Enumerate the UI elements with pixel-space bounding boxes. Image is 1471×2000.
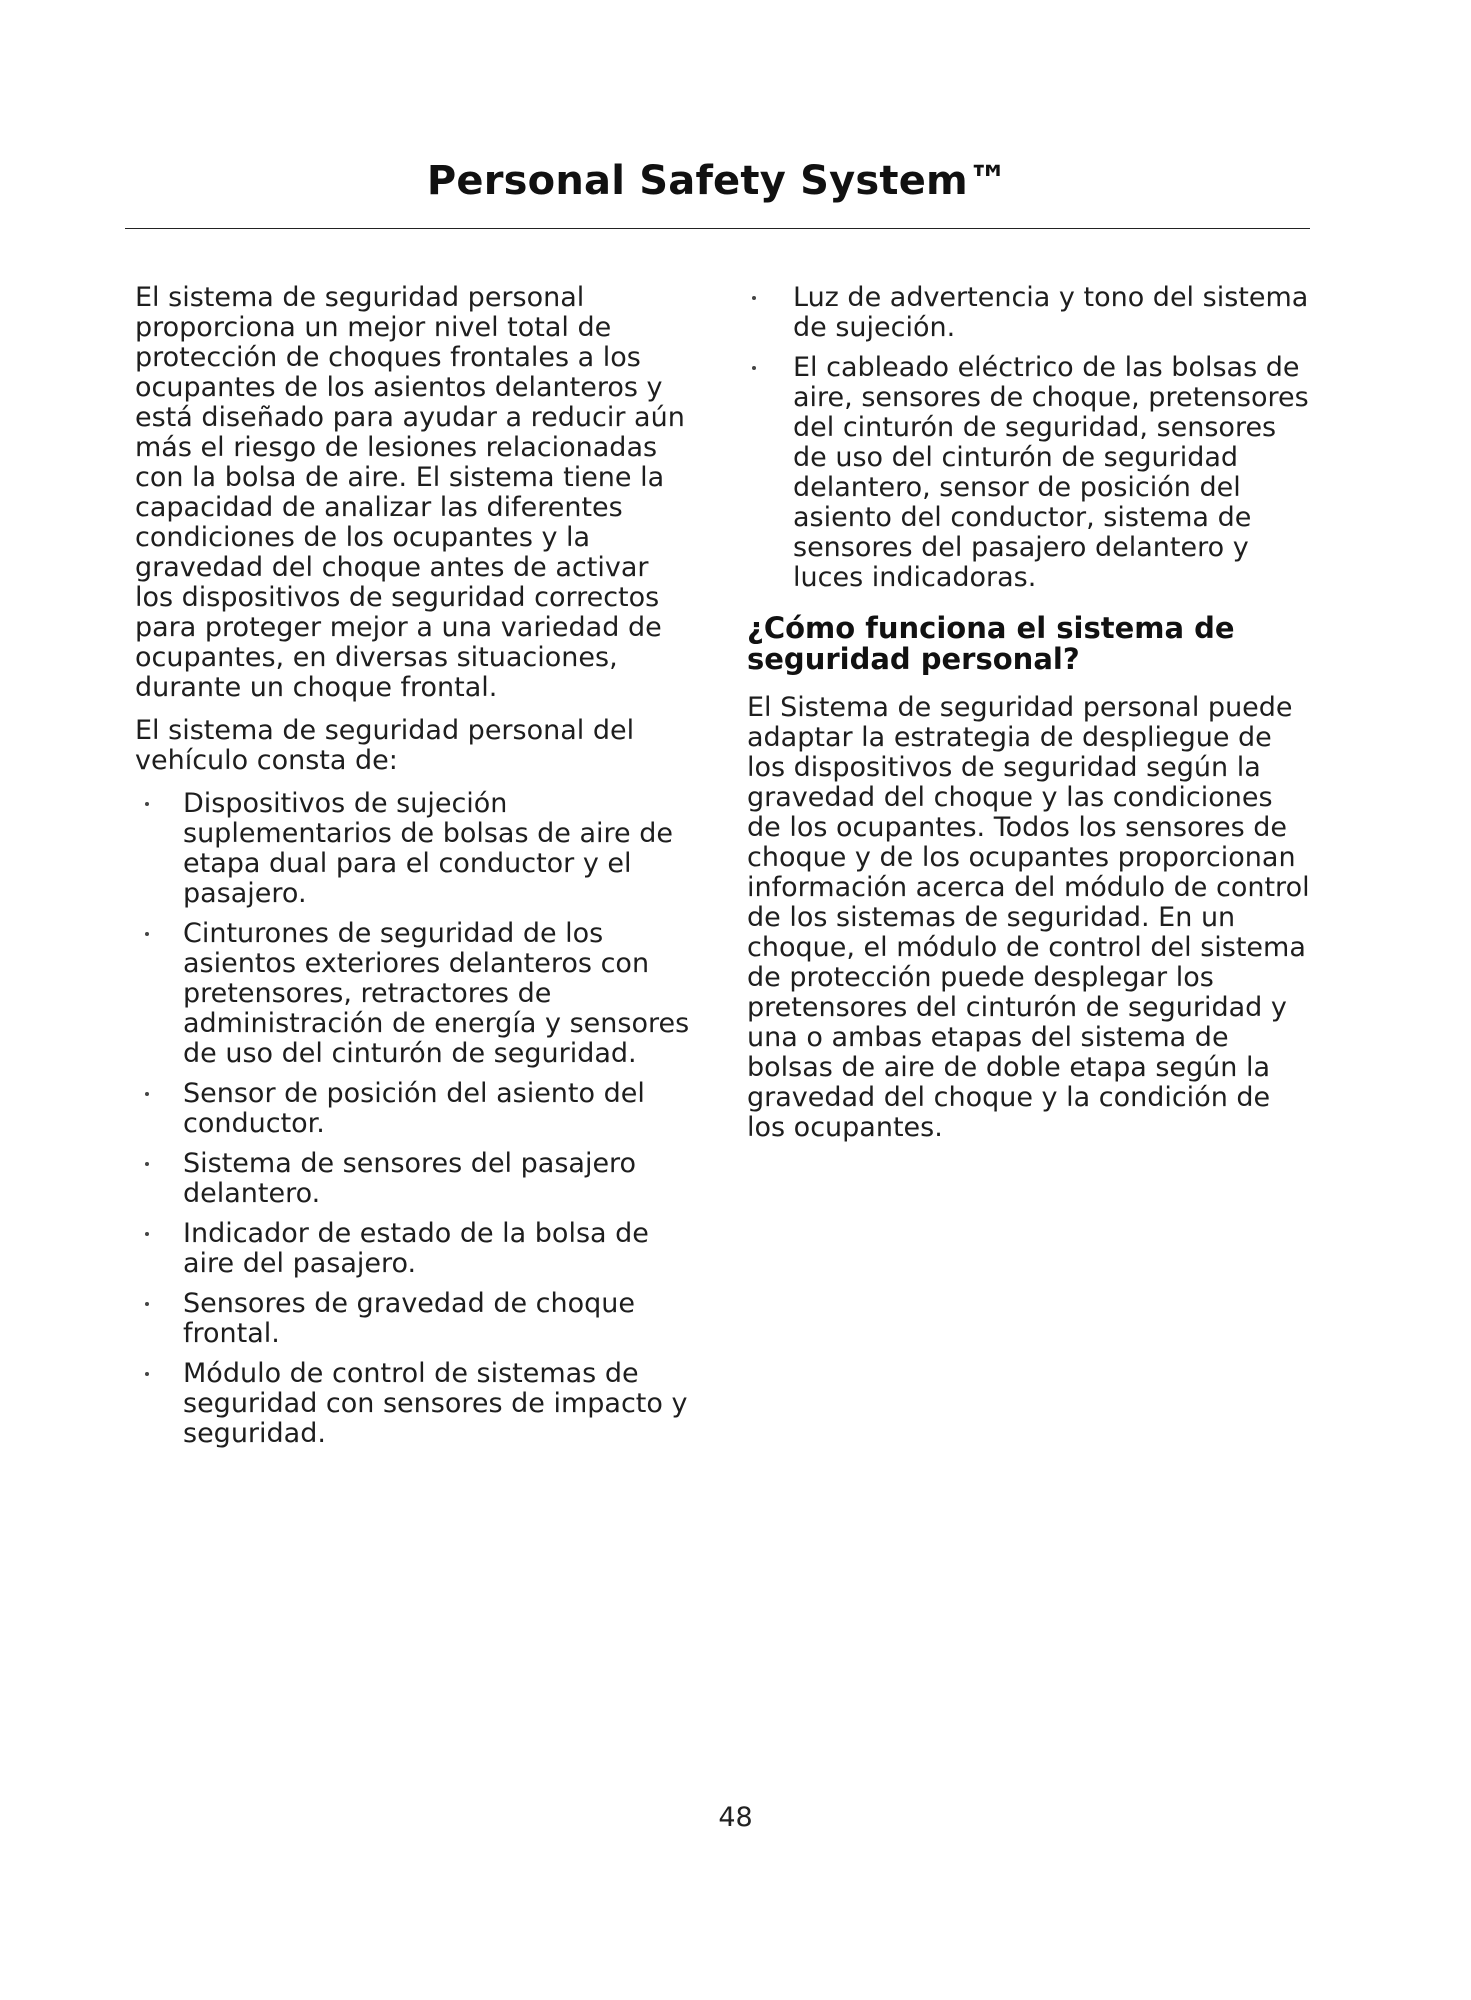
page-number: 48 xyxy=(718,1802,753,1833)
components-list-continued xyxy=(747,283,1310,593)
list-item xyxy=(135,1359,695,1449)
bullet-icon xyxy=(145,1372,149,1376)
list-item-text: Luz de advertencia y tono del sistema de sujeción. xyxy=(793,282,1309,343)
list-item-text: Sensor de posición del asiento del conductor. xyxy=(183,1078,645,1139)
bullet-icon xyxy=(145,1162,149,1166)
bullet-icon xyxy=(752,296,756,300)
list-item-text: El cableado eléctrico de las bolsas de aire, sensores de choque, pretensores del cinturón de seguridad, sensores de uso del cinturón de seguridad delantero, sensor de posición del asiento del conductor, sistema de sensores del pasajero delantero y luces indicadoras. xyxy=(793,352,1309,593)
bullet-icon xyxy=(145,932,149,936)
list-item xyxy=(135,1149,695,1209)
right-column xyxy=(747,283,1310,1156)
components-list xyxy=(135,789,695,1449)
list-item xyxy=(135,919,695,1069)
bullet-icon xyxy=(145,1302,149,1306)
list-intro-paragraph: El sistema de seguridad personal del vehículo consta de: xyxy=(135,715,635,776)
list-item-text: Cinturones de seguridad de los asientos exteriores delanteros con pretensores, retractores de administración de energía y sensores de uso del cinturón de seguridad. xyxy=(183,918,690,1069)
list-item-text: Sistema de sensores del pasajero delantero. xyxy=(183,1148,637,1209)
list-item xyxy=(747,353,1310,593)
list-item xyxy=(135,1079,695,1139)
list-item xyxy=(747,283,1310,343)
list-item-text: Módulo de control de sistemas de seguridad con sensores de impacto y seguridad. xyxy=(183,1358,688,1449)
left-column xyxy=(135,283,695,1461)
page-title: Personal Safety System™ xyxy=(426,158,1009,204)
section-heading: ¿Cómo funciona el sistema de seguridad personal? xyxy=(747,611,1235,676)
title-divider xyxy=(125,228,1310,229)
list-item-text: Indicador de estado de la bolsa de aire del pasajero. xyxy=(183,1218,649,1279)
list-item xyxy=(135,789,695,909)
intro-paragraph: El sistema de seguridad personal proporciona un mejor nivel total de protección de choques frontales a los ocupantes de los asientos delanteros y está diseñado para ayudar a reducir aún más el riesgo de lesiones relacionadas con la bolsa de aire. El sistema tiene la capacidad de analizar las diferentes condiciones de los ocupantes y la gravedad del choque antes de activar los dispositivos de seguridad correctos para proteger mejor a una variedad de ocupantes, en diversas situaciones, durante un choque frontal. xyxy=(135,282,685,703)
list-item-text: Dispositivos de sujeción suplementarios de bolsas de aire de etapa dual para el conductor y el pasajero. xyxy=(183,788,673,909)
bullet-icon xyxy=(145,802,149,806)
list-item xyxy=(135,1219,695,1279)
section-paragraph: El Sistema de seguridad personal puede adaptar la estrategia de despliegue de los dispositivos de seguridad según la gravedad del choque y las condiciones de los ocupantes. Todos los sensores de choque y de los ocupantes proporcionan información acerca del módulo de control de los sistemas de seguridad. En un choque, el módulo de control del sistema de protección puede desplegar los pretensores del cinturón de seguridad y una o ambas etapas del sistema de bolsas de aire de doble etapa según la gravedad del choque y la condición de los ocupantes. xyxy=(747,692,1310,1143)
list-item-text: Sensores de gravedad de choque frontal. xyxy=(183,1288,635,1349)
bullet-icon xyxy=(145,1232,149,1236)
bullet-icon xyxy=(145,1092,149,1096)
bullet-icon xyxy=(752,366,756,370)
list-item xyxy=(135,1289,695,1349)
